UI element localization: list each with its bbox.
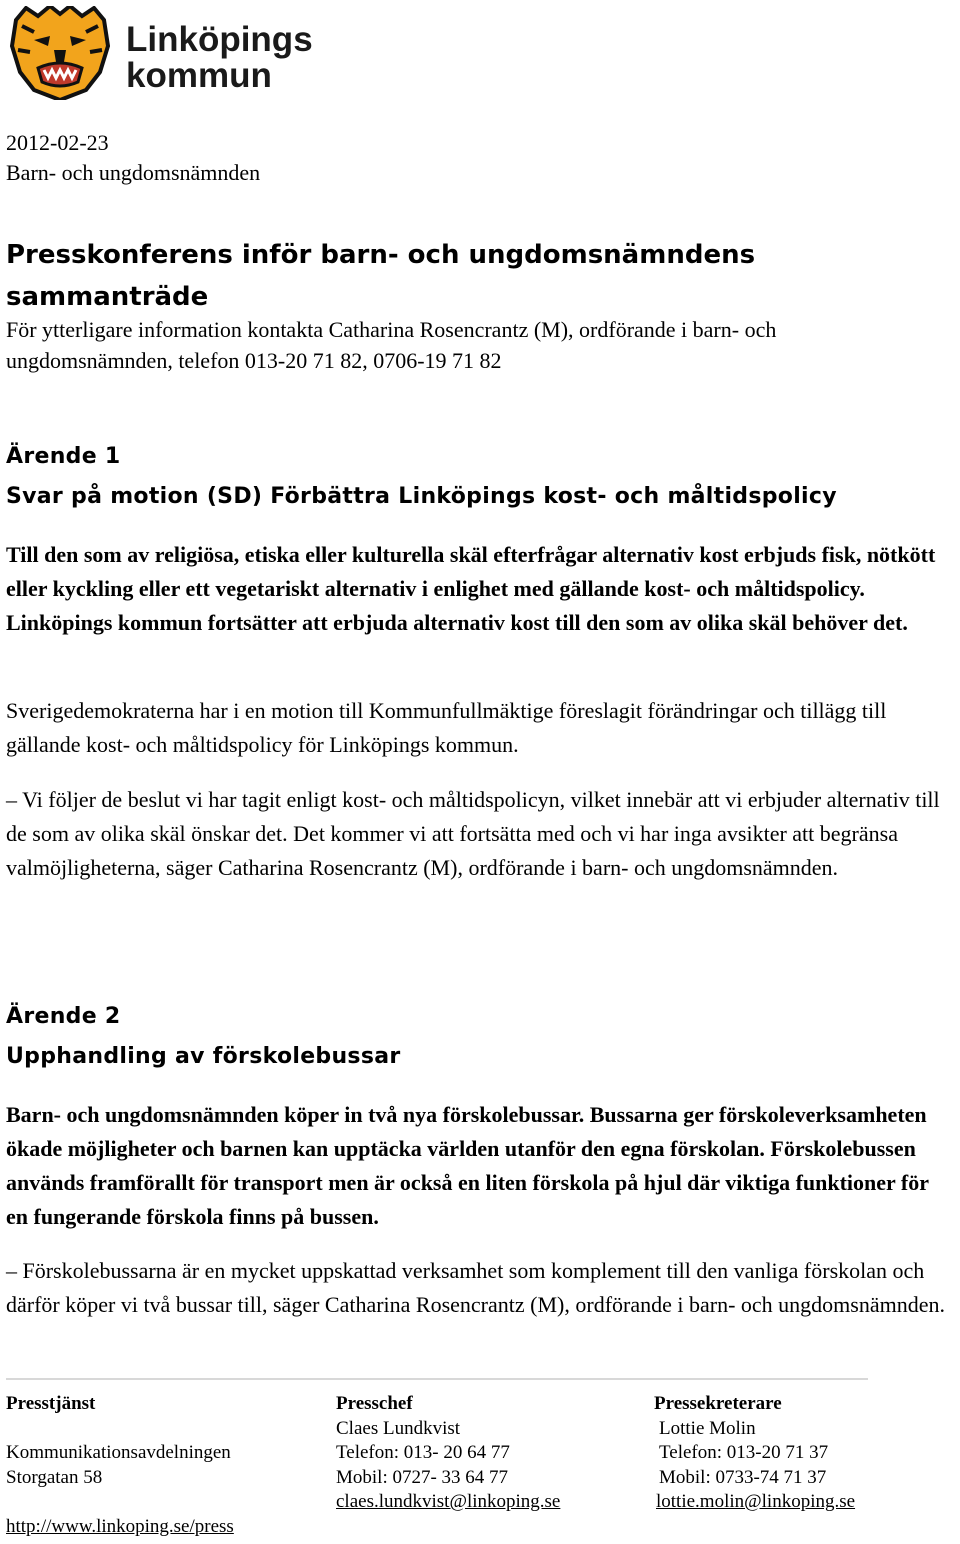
contact-intro: För ytterligare information kontakta Catharina Rosencrantz (M), ordförande i barn- och ungdomsnämnden, telefon 013-20 71 82, 0706-19 71 82	[6, 317, 777, 373]
presstjanst-department: Kommunikationsavdelningen	[6, 1442, 231, 1463]
presschef-heading: Presschef	[336, 1393, 413, 1414]
item-2-quote: – Förskolebussarna är en mycket uppskattad verksamhet som komplement till den vanliga förskolan och därför köper vi två bussar till, säger Catharina Rosencrantz (M), ordförande i barn- och ungdomsnämnden.	[6, 1258, 945, 1317]
lion-head-icon	[8, 6, 112, 100]
item-2-label: Ärende 2	[6, 1004, 121, 1029]
footer-divider	[6, 1378, 868, 1380]
linkoping-logo	[8, 6, 338, 102]
pressekreterare-phone: Telefon: 013-20 71 37	[659, 1442, 829, 1463]
footer-pressekreterare	[654, 1392, 855, 1515]
presschef-mobile: Mobil: 0727- 33 64 77	[336, 1466, 509, 1488]
item-1-label: Ärende 1	[6, 444, 121, 469]
press-link[interactable]: http://www.linkoping.se/press	[6, 1515, 234, 1537]
item-1-quote: – Vi följer de beslut vi har tagit enligt kost- och måltidspolicyn, vilket innebär att vi erbjuder alternativ till de som av olika skäl önskar det. Det kommer vi att fortsätta med och vi har inga avsikter att begränsa valmöjligheterna, säger Catharina Rosencrantz (M), ordförande i barn- och ungdomsnämnden.	[6, 787, 940, 880]
page-title: Presskonferens inför barn- och ungdomsnämndens sammanträde	[6, 240, 756, 312]
presstjanst-heading: Presstjänst	[6, 1393, 96, 1414]
pressekreterare-heading: Pressekreterare	[654, 1393, 782, 1414]
logo-name-line2: kommun	[126, 56, 272, 95]
item-1-heading: Svar på motion (SD) Förbättra Linköpings kost- och måltidspolicy	[6, 484, 837, 509]
document-meta	[6, 128, 260, 188]
release-date: 2012-02-23	[6, 130, 109, 155]
item-1-body: Sverigedemokraterna har i en motion till Kommunfullmäktige föreslagit förändringar och tillägg till gällande kost- och måltidspolicy för Linköpings kommun.	[6, 698, 887, 757]
presstjanst-address: Storgatan 58	[6, 1466, 103, 1488]
pressekreterare-email-link[interactable]: lottie.molin@linkoping.se	[656, 1491, 856, 1512]
footer-presstjanst	[6, 1392, 234, 1539]
pressekreterare-name: Lottie Molin	[659, 1417, 756, 1439]
presschef-email-link[interactable]: claes.lundkvist@linkoping.se	[336, 1491, 561, 1512]
presschef-name: Claes Lundkvist	[336, 1417, 461, 1439]
item-2-lead: Barn- och ungdomsnämnden köper in två nya förskolebussar. Bussarna ger förskoleverksamheten ökade möjligheter och barnen kan upptäcka världen utanför den egna förskolan. Förskolebussen används framförallt för transport men är också en liten förskola på hjul där viktiga funktioner för en fungerande förskola finns på bussen.	[6, 1102, 929, 1229]
pressekreterare-mobile: Mobil: 0733-74 71 37	[659, 1466, 827, 1488]
footer-presschef	[336, 1392, 560, 1515]
logo-name-line1: Linköpings	[126, 20, 313, 59]
item-1-lead: Till den som av religiösa, etiska eller kulturella skäl efterfrågar alternativ kost erbjuds fisk, nötkött eller kyckling eller ett vegetariskt alternativ i enlighet med gällande kost- och måltidspolicy. Linköpings kommun fortsätter att erbjuda alternativ kost till den som av olika skäl behöver det.	[6, 542, 936, 635]
issuer: Barn- och ungdomsnämnden	[6, 160, 261, 185]
presschef-phone: Telefon: 013- 20 64 77	[336, 1442, 510, 1463]
item-2-heading: Upphandling av förskolebussar	[6, 1044, 401, 1069]
